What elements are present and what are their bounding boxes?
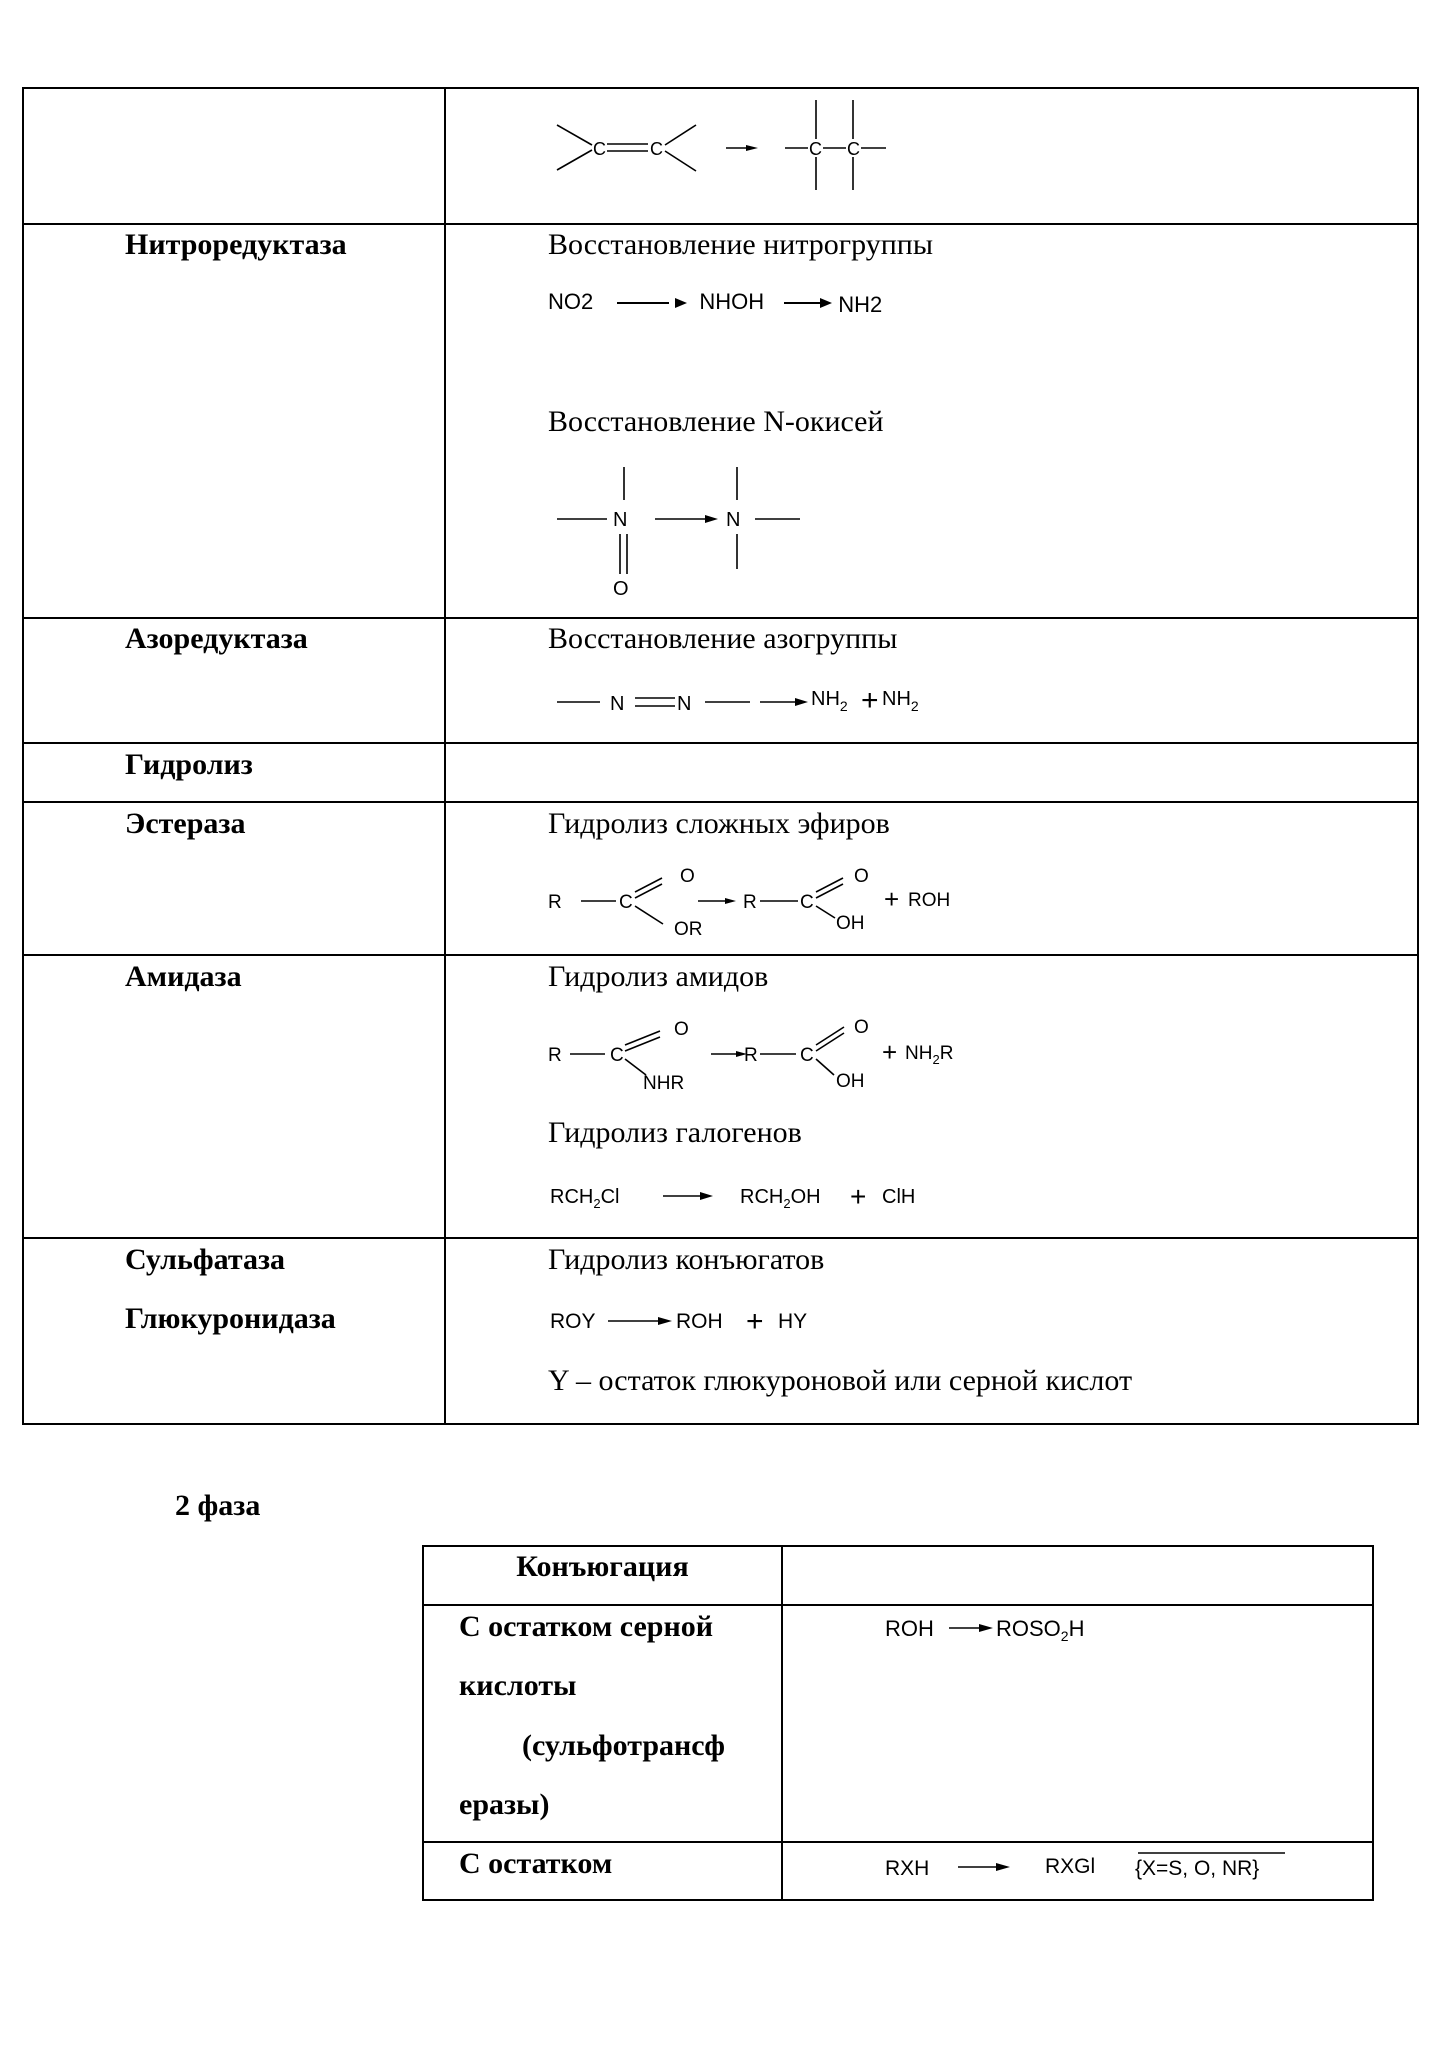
amide-acid-c: C xyxy=(800,1045,814,1066)
desc-nitro-reduction: Восстановление нитрогруппы xyxy=(548,228,933,261)
sulfation-product: ROSO xyxy=(996,1616,1061,1641)
acid-c: C xyxy=(800,892,814,913)
sulfation-substrate: ROH xyxy=(885,1616,934,1641)
amide-r: R xyxy=(548,1045,562,1066)
amide-plus: + xyxy=(882,1037,898,1067)
acid-o: O xyxy=(854,866,869,887)
formula-nitro-reduction xyxy=(548,289,882,315)
alkane-carbon-1: C xyxy=(809,139,822,159)
halogen-substrate: RCH xyxy=(550,1186,594,1208)
sulfation-formula xyxy=(883,1612,1143,1652)
amide-acid-o: O xyxy=(854,1017,869,1038)
glucuronidation-product: RXGl xyxy=(1045,1855,1096,1878)
sulfate-label-line-4: еразы) xyxy=(459,1788,550,1821)
azo-nitrogen-2: N xyxy=(677,693,692,715)
desc-amide-hydrolysis: Гидролиз амидов xyxy=(548,960,769,993)
phase2-heading: 2 фаза xyxy=(175,1489,261,1522)
enzyme-nitroreductase: Нитроредуктаза xyxy=(125,228,347,261)
formula-nhoh: NHOH xyxy=(699,289,765,314)
amide-product-amine-r: R xyxy=(939,1043,954,1064)
desc-y-definition: Y – остаток глюкуроновой или серной кислот xyxy=(548,1364,1133,1397)
alkene-reduction-formula xyxy=(550,95,910,205)
svg-text:NH2 xyxy=(811,688,848,714)
sulfation-product-sub: 2 xyxy=(1060,1628,1069,1644)
amide-nhr: NHR xyxy=(643,1073,685,1094)
svg-text:NH2 xyxy=(882,688,919,714)
enzyme-esterase: Эстераза xyxy=(125,807,246,840)
n-oxide-oxygen: O xyxy=(613,578,629,597)
enzyme-amidase: Амидаза xyxy=(125,960,242,993)
product-amine-1-sub: 2 xyxy=(839,698,848,714)
amide-acid-oh: OH xyxy=(836,1071,865,1092)
amide-product-amine: NH xyxy=(905,1043,933,1064)
glucuronidation-substrate: RXH xyxy=(885,1857,930,1880)
halogen-plus: + xyxy=(850,1181,867,1212)
svg-text:RCH2Cl xyxy=(550,1186,619,1211)
desc-conjugate-hydrolysis: Гидролиз конъюгатов xyxy=(548,1243,825,1276)
halogen-clh: ClH xyxy=(882,1186,916,1208)
amine-nitrogen: N xyxy=(726,509,741,531)
sulfate-label-line-3: (сульфотрансф xyxy=(522,1729,725,1762)
amide-o: O xyxy=(674,1019,689,1040)
svg-text:ROSO2H xyxy=(996,1616,1084,1644)
halogen-substrate-sub: 2 xyxy=(593,1196,601,1211)
desc-azo-reduction: Восстановление азогруппы xyxy=(548,622,898,655)
azo-plus: + xyxy=(861,684,879,717)
amide-hydrolysis-formula xyxy=(548,1015,1028,1095)
desc-ester-hydrolysis: Гидролиз сложных эфиров xyxy=(548,807,890,840)
section-hydrolysis: Гидролиз xyxy=(125,748,253,781)
sulfate-label-line-2: кислоты xyxy=(459,1669,577,1702)
conjugation-row2-label: С остатком xyxy=(459,1847,613,1880)
halogen-product-sub: 2 xyxy=(783,1196,791,1211)
amide-acid-r: R xyxy=(744,1045,758,1066)
ester-r: R xyxy=(548,892,562,913)
alkene-carbon-1: C xyxy=(593,139,606,159)
svg-text:RCH2OH xyxy=(740,1186,821,1211)
glucuronidation-note: {X=S, O, NR} xyxy=(1135,1857,1260,1880)
product-amine-2-sub: 2 xyxy=(910,698,919,714)
acid-r: R xyxy=(743,892,757,913)
conj-substrate: ROY xyxy=(550,1310,596,1333)
azo-nitrogen-1: N xyxy=(610,693,625,715)
formula-nh2: NH2 xyxy=(838,292,883,317)
n-oxide-reduction-formula xyxy=(555,462,825,597)
enzyme-sulfatase: Сульфатаза xyxy=(125,1243,286,1276)
product-amine-2: NH xyxy=(882,688,911,710)
glucuronidation-formula xyxy=(883,1851,1303,1891)
sulfate-label-line-1: С остатком серной xyxy=(459,1610,714,1643)
product-roh: ROH xyxy=(908,890,951,911)
enzyme-azoreductase: Азоредуктаза xyxy=(125,622,308,655)
halogen-product: RCH xyxy=(740,1186,784,1208)
enzyme-glucuronidase: Глюкуронидаза xyxy=(125,1302,336,1335)
acid-oh: OH xyxy=(836,913,865,934)
amide-product-amine-sub: 2 xyxy=(932,1052,940,1067)
halogen-product-oh: OH xyxy=(790,1186,821,1208)
ester-or: OR xyxy=(674,919,703,940)
conj-plus: + xyxy=(746,1305,764,1338)
svg-text:NH2R xyxy=(905,1043,953,1067)
conj-hy: HY xyxy=(778,1310,808,1333)
halogen-substrate-cl: Cl xyxy=(600,1186,620,1208)
ester-c: C xyxy=(619,892,633,913)
halogen-hydrolysis-formula xyxy=(548,1178,968,1218)
conjugation-header: Конъюгация xyxy=(516,1550,689,1583)
desc-halogen-hydrolysis: Гидролиз галогенов xyxy=(548,1116,802,1149)
product-amine-1: NH xyxy=(811,688,840,710)
ester-plus: + xyxy=(884,884,900,914)
formula-no2: NO2 xyxy=(548,289,594,314)
alkane-carbon-2: C xyxy=(847,139,860,159)
alkene-carbon-2: C xyxy=(650,139,663,159)
ester-o: O xyxy=(680,866,695,887)
desc-n-oxide-reduction: Восстановление N-окисей xyxy=(548,405,884,438)
n-oxide-nitrogen: N xyxy=(613,509,628,531)
conj-product: ROH xyxy=(676,1310,723,1333)
ester-hydrolysis-formula xyxy=(548,862,1018,942)
sulfation-product-h: H xyxy=(1068,1616,1085,1641)
azo-reduction-formula xyxy=(555,680,955,730)
amide-c: C xyxy=(610,1045,624,1066)
conjugate-hydrolysis-formula xyxy=(548,1303,868,1343)
